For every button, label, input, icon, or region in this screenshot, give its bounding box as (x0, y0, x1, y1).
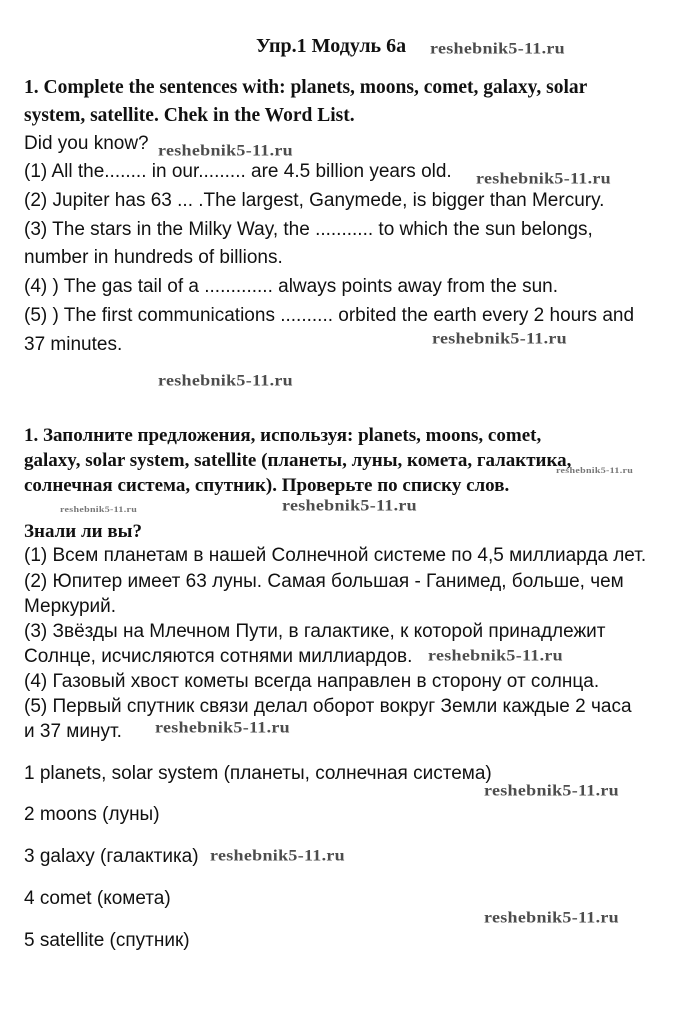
watermark: reshebnik5-11.ru (484, 782, 619, 799)
english-sentence-5-cont: 37 minutes. (24, 334, 123, 355)
english-sentence-1: (1) All the........ in our......... are 4.5 billion years old. (24, 161, 452, 182)
answer-1: 1 planets, solar system (планеты, солнечная система) (24, 763, 492, 784)
watermark: reshebnik5-11.ru (428, 647, 563, 664)
russian-sentence-2: (2) Юпитер имеет 63 луны. Самая большая - Ганимед, больше, чем (24, 571, 624, 592)
english-sentence-4: (4) ) The gas tail of a ............. always points away from the sun. (24, 276, 558, 297)
russian-intro: Знали ли вы? (24, 521, 142, 542)
russian-sentence-4: (4) Газовый хвост кометы всегда направлен в сторону от солнца. (24, 671, 600, 692)
watermark: reshebnik5-11.ru (60, 505, 138, 515)
english-sentence-3-cont: number in hundreds of billions. (24, 247, 283, 268)
answer-4: 4 comet (комета) (24, 888, 171, 909)
watermark: reshebnik5-11.ru (430, 40, 565, 57)
watermark: reshebnik5-11.ru (556, 466, 634, 476)
answer-3: 3 galaxy (галактика) (24, 846, 199, 867)
watermark: reshebnik5-11.ru (158, 142, 293, 159)
watermark: reshebnik5-11.ru (484, 909, 619, 926)
russian-sentence-1: (1) Всем планетам в нашей Солнечной системе по 4,5 миллиарда лет. (24, 545, 647, 566)
answer-2: 2 moons (луны) (24, 804, 160, 825)
english-instruction-line-2: system, satellite. Chek in the Word List. (24, 105, 355, 126)
russian-sentence-3-cont: Солнце, исчисляются сотнями миллиардов. (24, 646, 413, 667)
watermark: reshebnik5-11.ru (476, 170, 611, 187)
watermark: reshebnik5-11.ru (432, 330, 567, 347)
english-instruction-line-1: 1. Complete the sentences with: planets, moons, comet, galaxy, solar (24, 77, 588, 98)
english-intro: Did you know? (24, 133, 149, 154)
watermark: reshebnik5-11.ru (155, 719, 290, 736)
answer-5: 5 satellite (спутник) (24, 930, 190, 951)
russian-sentence-3: (3) Звёзды на Млечном Пути, в галактике, к которой принадлежит (24, 621, 606, 642)
page-title: Упр.1 Модуль 6а (256, 35, 407, 57)
watermark: reshebnik5-11.ru (158, 372, 293, 389)
russian-sentence-2-cont: Меркурий. (24, 596, 117, 617)
russian-instruction-line-1: 1. Заполните предложения, используя: planets, moons, comet, (24, 425, 542, 446)
russian-sentence-5-cont: и 37 минут. (24, 721, 122, 742)
watermark: reshebnik5-11.ru (210, 847, 345, 864)
english-sentence-3: (3) The stars in the Milky Way, the ........... to which the sun belongs, (24, 219, 593, 240)
russian-instruction-line-2: galaxy, solar system, satellite (планеты, луны, комета, галактика, (24, 450, 572, 471)
russian-sentence-5: (5) Первый спутник связи делал оборот вокруг Земли каждые 2 часа (24, 696, 632, 717)
english-sentence-2: (2) Jupiter has 63 ... .The largest, Ganymede, is bigger than Mercury. (24, 190, 605, 211)
russian-instruction-line-3: солнечная система, спутник). Проверьте по списку слов. (24, 475, 510, 496)
english-sentence-5: (5) ) The first communications .......... orbited the earth every 2 hours and (24, 305, 635, 326)
watermark: reshebnik5-11.ru (282, 497, 417, 514)
